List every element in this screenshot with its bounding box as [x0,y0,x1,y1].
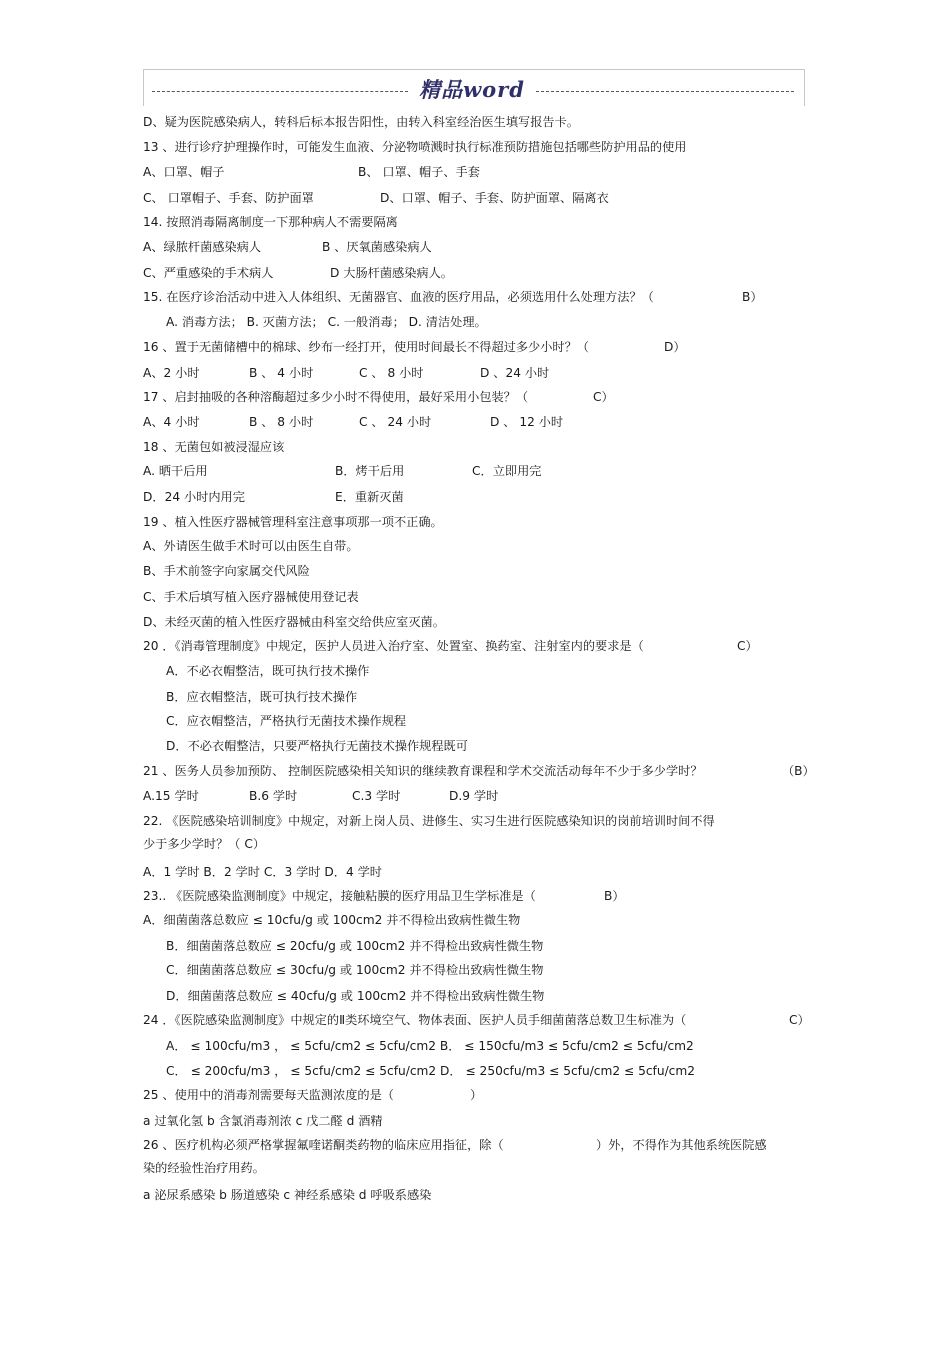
text-line: E．重新灭菌 [335,490,404,504]
text-line: C 、 8 小时 [359,366,424,380]
text-line: C、 口罩帽子、手套、防护面罩 [143,191,314,205]
text-line: 21 、医务人员参加预防、 控制医院感染相关知识的继续教育课程和学术交流活动每年不少于多少学时？ [143,764,703,778]
text-line: （B） [782,764,815,778]
text-line: 14. 按照消毒隔离制度一下那种病人不需要隔离 [143,215,398,229]
text-line: D．24 小时内用完 [143,490,245,504]
text-line: 26 、医疗机构必须严格掌握氟喹诺酮类药物的临床应用指征，除（ [143,1138,504,1152]
text-line: B、手术前签字向家属交代风险 [143,564,310,578]
text-line: C、严重感染的手术病人 [143,266,274,280]
text-line: 16 、置于无菌储槽中的棉球、纱布一经打开，使用时间最长不得超过多少小时？（ [143,340,589,354]
text-line: C） [593,390,614,404]
text-line: 24 ．《医院感染监测制度》中规定的Ⅱ类环境空气、物体表面、医护人员手细菌菌落总数卫生标准为（ [143,1013,687,1027]
text-line: D 大肠杆菌感染病人。 [330,266,453,280]
text-line: C、手术后填写植入医疗器械使用登记表 [143,590,359,604]
text-line: A.15 学时 [143,789,199,803]
text-line: 15. 在医疗诊治活动中进入人体组织、无菌器官、血液的医疗用品，必须选用什么处理方法？（ [143,290,654,304]
text-line: D、口罩、帽子、手套、防护面罩、隔离衣 [380,191,609,205]
text-line: A、口罩、帽子 [143,165,225,179]
text-line: B、 口罩、帽子、手套 [358,165,480,179]
text-line: 25 、使用中的消毒剂需要每天监测浓度的是（ [143,1088,394,1102]
text-line: D 、24 小时 [480,366,550,380]
header-title: 精品word [419,77,525,102]
page-header [143,69,805,106]
text-line: B．烤干后用 [335,464,405,478]
text-line: ）外，不得作为其他系统医院感 [596,1138,767,1152]
text-line: B） [742,290,763,304]
text-line: 19 、植入性医疗器械管理科室注意事项那一项不正确。 [143,515,443,529]
text-line: C． ≤ 200cfu/m3 ， ≤ 5cfu/cm2 ≤ 5cfu/cm2 D． ≤ 250cfu/m3 ≤ 5cfu/cm2 ≤ 5cfu/cm2 [166,1064,695,1078]
header-dash-right [536,91,794,92]
text-line: B 、 4 小时 [249,366,314,380]
text-line: 23.. 《医院感染监测制度》中规定，接触粘膜的医疗用品卫生学标准是（ [143,889,536,903]
text-line: A．不必衣帽整洁，既可执行技术操作 [166,664,370,678]
text-line: a 泌尿系感染 b 肠道感染 c 神经系感染 d 呼吸系感染 [143,1188,432,1202]
text-line: D 、 12 小时 [490,415,564,429]
text-line: 少于多少学时？（ C） [143,837,266,851]
text-line: D．细菌菌落总数应 ≤ 40cfu/g 或 100cm2 并不得检出致病性微生物 [166,989,545,1003]
text-line: 18 、无菌包如被浸湿应该 [143,440,285,454]
text-line: 20 ．《消毒管理制度》中规定，医护人员进入治疗室、处置室、换药室、注射室内的要求是（ [143,639,644,653]
text-line: C） [789,1013,810,1027]
text-line: 17 、启封抽吸的各种溶酶超过多少小时不得使用，最好采用小包装？（ [143,390,529,404]
text-line: D.9 学时 [449,789,499,803]
text-line: A. 消毒方法； B. 灭菌方法； C. 一般消毒； D. 清洁处理。 [166,315,487,329]
text-line: 13 、进行诊疗护理操作时，可能发生血液、分泌物喷溅时执行标准预防措施包括哪些防护用品的使用 [143,140,687,154]
text-line: A．1 学时 B．2 学时 C．3 学时 D．4 学时 [143,865,382,879]
text-line: B．应衣帽整洁，既可执行技术操作 [166,690,358,704]
text-line: B） [604,889,625,903]
text-line: B.6 学时 [249,789,298,803]
header-dash-left [152,91,408,92]
text-line: D．不必衣帽整洁，只要严格执行无菌技术操作规程既可 [166,739,468,753]
text-line: a 过氧化氢 b 含氯消毒剂浓 c 戊二醛 d 酒精 [143,1114,383,1128]
text-line: C．细菌菌落总数应 ≤ 30cfu/g 或 100cm2 并不得检出致病性微生物 [166,963,544,977]
text-line: D） [664,340,686,354]
text-line: A、2 小时 [143,366,200,380]
text-line: D、疑为医院感染病人，转科后标本报告阳性，由转入科室经治医生填写报告卡。 [143,115,579,129]
text-line: 22. 《医院感染培训制度》中规定，对新上岗人员、进修生、实习生进行医院感染知识的岗前培训时间不得 [143,814,715,828]
text-line: C．立即用完 [472,464,542,478]
text-line: A、绿脓杆菌感染病人 [143,240,262,254]
text-line: A、外请医生做手术时可以由医生自带。 [143,539,359,553]
text-line: D、未经灭菌的植入性医疗器械由科室交给供应室灭菌。 [143,615,445,629]
text-line: A．细菌菌落总数应 ≤ 10cfu/g 或 100cm2 并不得检出致病性微生物 [143,913,521,927]
text-line: C.3 学时 [352,789,401,803]
text-line: C） [737,639,758,653]
text-line: 染的经验性治疗用药。 [143,1161,265,1175]
text-line: C．应衣帽整洁，严格执行无菌技术操作规程 [166,714,407,728]
text-line: C 、 24 小时 [359,415,432,429]
text-line: ） [470,1088,483,1102]
text-line: B 、厌氧菌感染病人 [322,240,432,254]
text-line: B．细菌菌落总数应 ≤ 20cfu/g 或 100cm2 并不得检出致病性微生物 [166,939,544,953]
text-line: A. 晒干后用 [143,464,208,478]
text-line: A、4 小时 [143,415,200,429]
text-line: A． ≤ 100cfu/m3 ， ≤ 5cfu/cm2 ≤ 5cfu/cm2 B． ≤ 150cfu/m3 ≤ 5cfu/cm2 ≤ 5cfu/cm2 [166,1039,694,1053]
text-line: B 、 8 小时 [249,415,314,429]
